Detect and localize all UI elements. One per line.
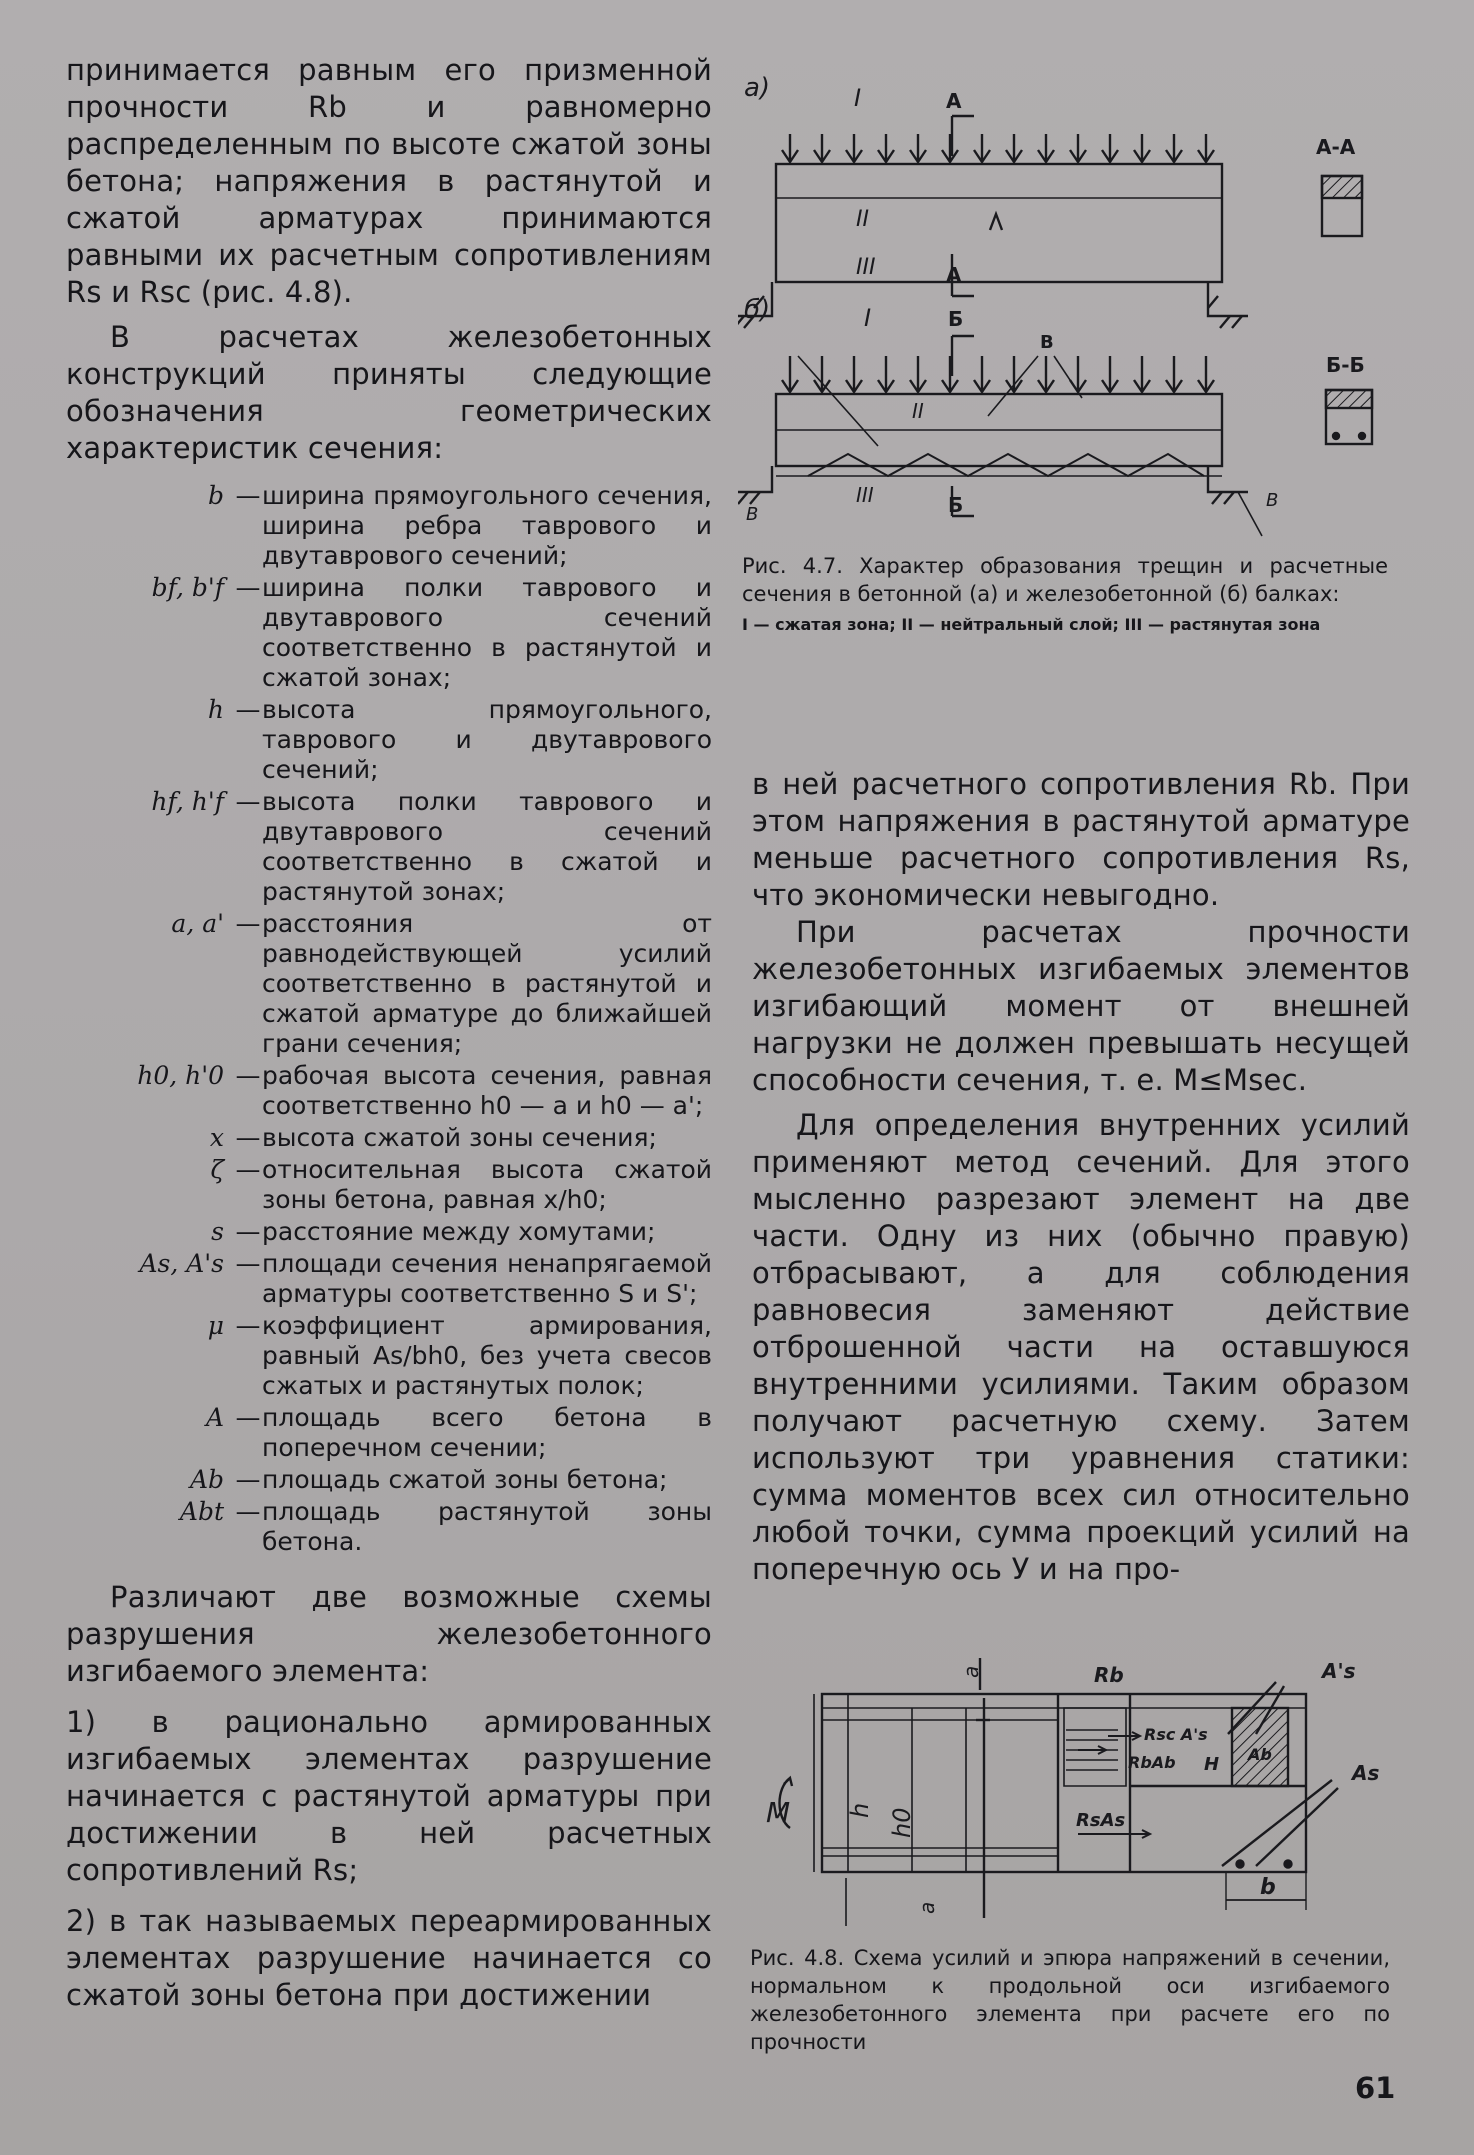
definition-item: [66, 573, 712, 693]
paragraph-right-2: При расчетах прочности железобетонных изгибаемых элементов изгибающий момент от внешней нагрузки не должен превышать несущей способности сечения, т. е. M≤Msec.: [752, 915, 1410, 1097]
left-column: [66, 52, 712, 2014]
figure-4-7-caption-text: Рис. 4.7. Характер образования трещин и расчетные сечения в бетонной (а) и железобетонной (б) балках:: [742, 554, 1388, 606]
definition-item: [66, 1123, 712, 1153]
label-a: а): [744, 73, 771, 103]
definition-dash: —: [235, 573, 261, 602]
label-section-a-a: А-А: [1316, 135, 1356, 159]
label-As: As: [1352, 1761, 1380, 1785]
definition-symbol: s: [211, 1217, 224, 1246]
label-RbAb: RbAb: [1128, 1753, 1176, 1772]
definition-dash: —: [235, 1217, 261, 1246]
label-III-b: III: [856, 483, 874, 507]
definition-item: [66, 1217, 712, 1247]
label-I-b: I: [864, 304, 872, 332]
definition-dash: —: [235, 1123, 261, 1152]
definition-dash: —: [235, 1155, 261, 1184]
definition-item: [66, 481, 712, 571]
definition-symbol: a, a': [171, 909, 224, 938]
label-As-top: A's: [1322, 1659, 1356, 1683]
label-II-b: II: [912, 399, 924, 423]
label-V-crack: В: [1040, 332, 1054, 353]
definition-text: площадь растянутой зоны бетона.: [262, 1497, 712, 1556]
label-Ab: Ab: [1248, 1745, 1272, 1764]
definition-text: площадь сжатой зоны бетона;: [262, 1465, 668, 1494]
definition-dash: —: [235, 1061, 261, 1090]
label-V-right: В: [1266, 490, 1279, 511]
figure-4-7-legend: I — сжатая зона; II — нейтральный слой; III — растянутая зона: [742, 615, 1321, 634]
definition-dash: —: [235, 909, 261, 938]
definition-text: высота сжатой зоны сечения;: [262, 1123, 657, 1152]
definition-dash: —: [235, 1497, 261, 1526]
label-b-width: b: [1260, 1875, 1276, 1900]
definition-text: площадь всего бетона в поперечном сечении;: [262, 1403, 712, 1462]
definition-item: [66, 1403, 712, 1463]
load-arrows-b: [782, 356, 1214, 392]
supports-a: [738, 282, 1248, 328]
definition-text: расстояние между хомутами;: [262, 1217, 656, 1246]
figure-4-7-caption: [742, 552, 1388, 636]
label-h0: h0: [888, 1807, 916, 1838]
label-A-bottom: А: [946, 263, 962, 287]
definition-item: [66, 1311, 712, 1401]
label-B-top: Б: [948, 307, 964, 331]
definition-symbol: h: [207, 695, 224, 724]
label-a-top: a: [959, 1665, 983, 1678]
definition-symbol: h0, h'0: [137, 1061, 224, 1090]
definition-symbol: ζ: [210, 1155, 224, 1184]
paragraph-schemes-intro: Различают две возможные схемы разрушения железобетонного изгибаемого элемента:: [66, 1580, 712, 1688]
paragraph-right-1: в ней расчетного сопротивления Rb. При этом напряжения в растянутой арматуре меньше расчетного сопротивления Rs, что экономически невыгодно.: [752, 767, 1410, 912]
definition-item: [66, 1155, 712, 1215]
paragraph-designations-intro: В расчетах железобетонных конструкций приняты следующие обозначения геометрических характеристик сечения:: [66, 320, 712, 465]
right-column: [752, 766, 1410, 1588]
definition-dash: —: [235, 787, 261, 816]
definition-item: [66, 909, 712, 1059]
definition-dash: —: [235, 481, 261, 510]
definition-symbol: Abt: [179, 1497, 224, 1526]
definition-text: высота прямоугольного, таврового и двутаврового сечений;: [262, 695, 712, 784]
label-RsAs: RsAs: [1076, 1810, 1126, 1831]
definition-text: относительная высота сжатой зоны бетона, равная x/h0;: [262, 1155, 712, 1214]
label-V-left: В: [746, 504, 759, 525]
definition-symbol: A: [205, 1403, 224, 1432]
definition-dash: —: [235, 1249, 261, 1278]
label-moment-M: M: [766, 1796, 791, 1829]
definition-item: [66, 1465, 712, 1495]
definition-symbol: bf, b'f: [151, 573, 224, 602]
figure-4-8-stress-diagram: [748, 1638, 1388, 1938]
definition-dash: —: [235, 1311, 261, 1340]
definition-text: ширина прямоугольного сечения, ширина ребра таврового и двутаврового сечений;: [262, 481, 712, 570]
definition-text: расстояния от равнодействующей усилий соответственно в растянутой и сжатой арматуре до ближайшей грани сечения;: [262, 909, 712, 1058]
paragraph-item-2: 2) в так называемых переармированных элементах разрушение начинается со сжатой зоны бетона при достижении: [66, 1904, 712, 2012]
label-Rb: Rb: [1094, 1663, 1124, 1687]
definition-text: высота полки таврового и двутаврового сечений соответственно в сжатой и растянутой зонах;: [262, 787, 712, 906]
definition-dash: —: [235, 1465, 261, 1494]
definition-text: коэффициент армирования, равный As/bh0, без учета свесов сжатых и растянутых полок;: [262, 1311, 712, 1400]
definition-text: ширина полки таврового и двутаврового сечений соответственно в растянутой и сжатой зонах;: [262, 573, 712, 692]
paragraph-item-1: 1) в рационально армированных изгибаемых элементах разрушение начинается с растянутой арматуры при достижении в ней расчетных сопротивлений Rs;: [66, 1705, 712, 1887]
label-I-a: I: [854, 84, 862, 112]
label-b: б): [744, 295, 771, 325]
definitions-list: [66, 481, 712, 1557]
label-A-top: А: [946, 89, 962, 113]
label-a-bottom: a: [915, 1901, 939, 1914]
definition-dash: —: [235, 695, 261, 724]
definition-symbol: b: [207, 481, 224, 510]
label-h: h: [846, 1802, 874, 1818]
definition-symbol: As, A's: [139, 1249, 224, 1278]
definition-symbol: μ: [207, 1311, 224, 1340]
label-III-a: III: [856, 255, 876, 280]
definition-dash: —: [235, 1403, 261, 1432]
definition-item: [66, 787, 712, 907]
page-number: 61: [1355, 2071, 1396, 2105]
figure-4-8-caption: Рис. 4.8. Схема усилий и эпюра напряжений в сечении, нормальном к продольной оси изгибаемого железобетонного элемента при расчете его по прочности: [750, 1946, 1390, 2054]
paragraph-right-3: Для определения внутренних усилий применяют метод сечений. Для этого мысленно разрезают элемент на две части. Одну из них (обычно правую) отбрасывают, а для соблюдения равновесия заменяют действие отброшенной части на оставшуюся внутренними усилиями. Таким образом получают расчетную схему. Затем используют три уравнения статики: сумма моментов всех сил относительно любой точки, сумма проекций усилий на поперечную ось У и на про-: [752, 1108, 1410, 1586]
definition-symbol: hf, h'f: [151, 787, 224, 816]
label-II-a: II: [856, 207, 869, 232]
paragraph-intro: принимается равным его призменной прочности Rb и равномерно распределенным по высоте сжатой зоны бетона; напряжения в растянутой и сжатой арматурах принимаются равными их расчетным сопротивлениям Rs и Rsc (рис. 4.8).: [66, 53, 712, 309]
figure-4-7-beams: [738, 56, 1414, 556]
label-B-bottom: Б: [948, 493, 964, 517]
label-H: H: [1204, 1754, 1220, 1775]
definition-text: рабочая высота сечения, равная соответственно h0 — a и h0 — a';: [262, 1061, 712, 1120]
definition-item: [66, 1249, 712, 1309]
definition-symbol: x: [209, 1123, 224, 1152]
label-section-b-b: Б-Б: [1326, 353, 1365, 377]
definition-item: [66, 1497, 712, 1557]
definition-text: площади сечения ненапрягаемой арматуры соответственно S и S';: [262, 1249, 712, 1308]
definition-item: [66, 1061, 712, 1121]
load-arrows-a: [782, 134, 1214, 162]
definition-symbol: Ab: [189, 1465, 224, 1494]
label-Rsc: Rsc A's: [1144, 1725, 1208, 1744]
definition-item: [66, 695, 712, 785]
